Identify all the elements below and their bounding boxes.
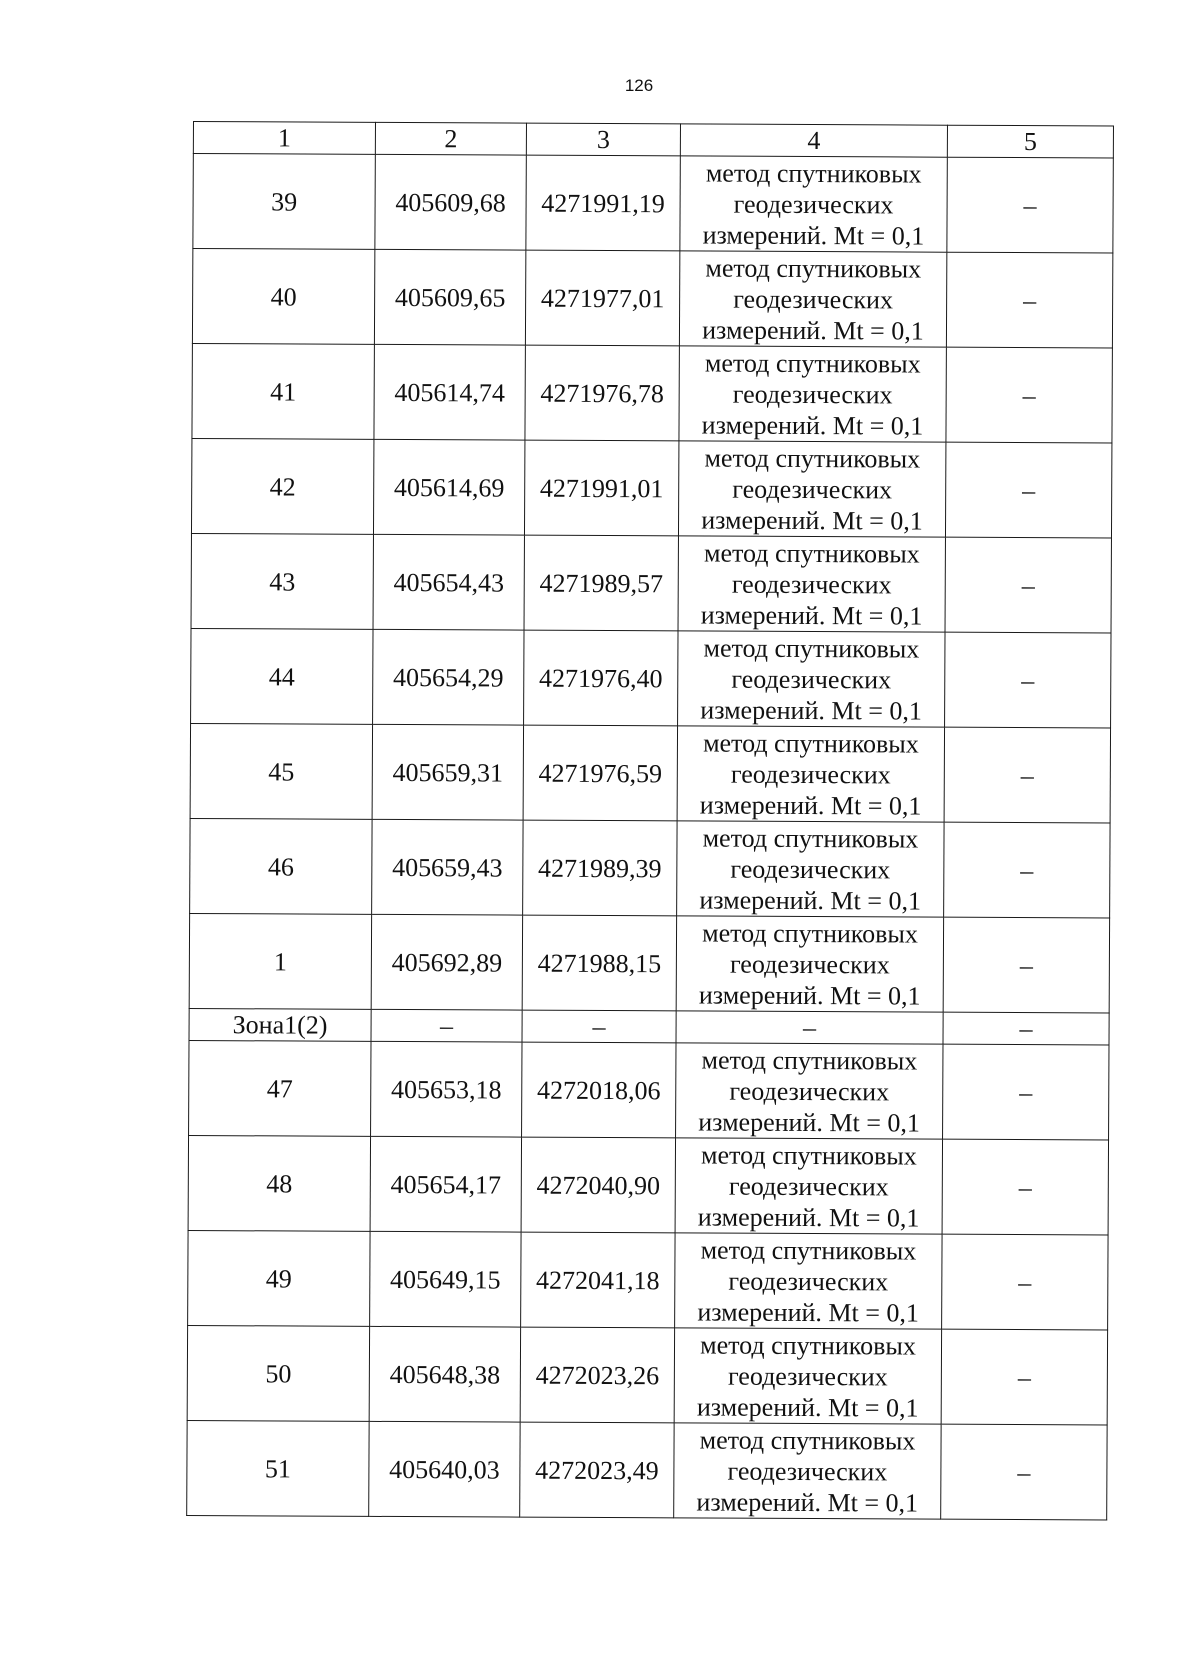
method-line: метод спутниковых [703, 538, 920, 569]
method-line: метод спутниковых [699, 1424, 916, 1456]
point-number: 41 [192, 343, 374, 439]
point-number: 42 [191, 438, 373, 534]
point-number: 44 [191, 628, 373, 724]
header-cell: 5 [947, 125, 1113, 158]
table-row [192, 249, 1112, 348]
method-line: измерений. Mt = 0,1 [700, 694, 922, 726]
method-line: измерений. Mt = 0,1 [698, 979, 921, 1011]
coordinates-table [186, 121, 1114, 1520]
point-number: 51 [187, 1420, 369, 1516]
method-line: метод спутниковых [703, 728, 919, 759]
method-line: геодезических [733, 189, 894, 219]
method-line: геодезических [727, 1456, 888, 1486]
coordinate-y: 4272018,06 [522, 1042, 676, 1138]
method-line: измерений. Mt = 0,1 [699, 789, 922, 821]
zone-row [189, 1008, 1109, 1044]
coordinate-x: 405692,89 [371, 914, 522, 1010]
method-line: измерений. Mt = 0,1 [698, 1106, 920, 1138]
note-cell: – [945, 632, 1111, 728]
note-cell: – [941, 1424, 1107, 1520]
method-line: измерений. Mt = 0,1 [699, 884, 922, 916]
note-cell: – [946, 252, 1112, 348]
method-line: геодезических [729, 949, 890, 979]
method-line: геодезических [732, 379, 893, 409]
point-number: 46 [190, 818, 372, 914]
note-cell: – [944, 727, 1110, 823]
coordinate-x: 405654,17 [370, 1136, 521, 1232]
coordinate-x: 405648,38 [369, 1326, 520, 1422]
method-cell [676, 1043, 943, 1139]
coordinate-y: 4272041,18 [521, 1232, 675, 1328]
coordinate-x: 405609,68 [375, 154, 526, 250]
method-cell [675, 1233, 942, 1329]
table-header-row [193, 122, 1113, 158]
method-line: метод спутниковых [703, 633, 920, 664]
method-line: измерений. Mt = 0,1 [701, 409, 924, 441]
coordinate-x: 405659,31 [372, 724, 523, 820]
coordinate-x: 405614,74 [374, 344, 525, 440]
note-cell: – [942, 1139, 1108, 1235]
coordinate-y: 4272023,26 [520, 1327, 674, 1423]
point-number: 40 [192, 249, 374, 345]
method-cell [677, 821, 944, 917]
zone-label: Зона1(2) [189, 1008, 371, 1041]
table-row [191, 628, 1111, 727]
point-number: 39 [193, 154, 375, 250]
header-cell: 4 [680, 124, 947, 157]
method-line: геодезических [728, 1266, 889, 1296]
method-line: геодезических [730, 854, 891, 884]
coordinate-y: 4271991,19 [526, 155, 680, 251]
header-cell: 2 [375, 122, 526, 155]
note-cell: – [944, 822, 1110, 918]
method-line: геодезических [727, 1361, 888, 1391]
method-cell [674, 1328, 941, 1424]
table-row [189, 1040, 1109, 1139]
coordinate-y: 4271988,15 [522, 915, 676, 1011]
coordinate-y: 4271991,01 [524, 440, 678, 536]
table-row [188, 1135, 1108, 1234]
method-line: измерений. Mt = 0,1 [702, 219, 925, 251]
zone-cell: – [371, 1009, 522, 1042]
method-cell [678, 441, 945, 537]
note-cell: – [942, 1234, 1108, 1330]
table-row [191, 533, 1111, 632]
point-number: 45 [190, 723, 372, 819]
method-line: измерений. Mt = 0,1 [701, 504, 923, 536]
table-row [187, 1420, 1107, 1519]
coordinate-y: 4271977,01 [525, 250, 679, 346]
method-line: метод спутниковых [704, 443, 921, 474]
zone-cell: – [676, 1011, 943, 1044]
point-number: 1 [189, 913, 371, 1009]
coordinate-y: 4271989,39 [523, 820, 677, 916]
method-line: метод спутниковых [705, 253, 922, 284]
method-cell [678, 631, 945, 727]
method-cell [674, 1423, 941, 1519]
method-line: метод спутниковых [700, 1234, 917, 1266]
method-cell [676, 916, 943, 1012]
method-cell [679, 251, 946, 347]
method-line: метод спутниковых [704, 348, 921, 379]
method-cell [678, 536, 945, 632]
point-number: 49 [188, 1230, 370, 1326]
point-number: 48 [188, 1135, 370, 1231]
note-cell: – [943, 1044, 1109, 1140]
method-line: измерений. Mt = 0,1 [696, 1486, 919, 1518]
method-cell [677, 726, 944, 822]
note-cell: – [946, 347, 1112, 443]
note-cell: – [945, 442, 1111, 538]
method-line: геодезических [733, 284, 894, 314]
method-line: геодезических [731, 664, 892, 694]
method-line: геодезических [730, 759, 891, 789]
method-cell [675, 1138, 942, 1234]
coordinate-y: 4272023,49 [520, 1422, 674, 1518]
table-row [188, 1230, 1108, 1329]
header-cell: 3 [526, 123, 680, 156]
table-row [191, 438, 1111, 537]
coordinate-x: 405659,43 [372, 819, 523, 915]
coordinate-x: 405640,03 [369, 1421, 520, 1517]
method-line: геодезических [729, 1076, 890, 1106]
method-line: метод спутниковых [702, 917, 918, 949]
table-row [193, 154, 1113, 253]
method-line: измерений. Mt = 0,1 [697, 1201, 920, 1233]
method-line: геодезических [731, 569, 892, 599]
method-cell [679, 346, 946, 442]
method-line: метод спутниковых [701, 1139, 917, 1171]
method-line: измерений. Mt = 0,1 [700, 599, 923, 631]
coordinate-x: 405654,43 [373, 534, 524, 630]
method-line: измерений. Mt = 0,1 [702, 314, 924, 346]
table-row [190, 723, 1110, 822]
coordinate-y: 4271989,57 [524, 535, 678, 631]
method-line: измерений. Mt = 0,1 [696, 1391, 919, 1423]
header-cell: 1 [193, 122, 375, 155]
point-number: 47 [189, 1040, 371, 1136]
method-line: метод спутниковых [700, 1329, 916, 1361]
method-cell [680, 156, 947, 252]
coordinate-x: 405653,18 [371, 1041, 522, 1137]
note-cell: – [945, 537, 1111, 633]
method-line: метод спутниковых [701, 1044, 918, 1076]
method-line: метод спутниковых [705, 158, 922, 189]
table-row [190, 818, 1110, 917]
zone-cell: – [522, 1010, 676, 1043]
method-line: геодезических [728, 1171, 889, 1201]
point-number: 50 [187, 1325, 369, 1421]
coordinate-y: 4272040,90 [521, 1137, 675, 1233]
method-line: метод спутниковых [702, 822, 919, 854]
coordinate-y: 4271976,40 [524, 630, 678, 726]
point-number: 43 [191, 533, 373, 629]
note-cell: – [947, 157, 1113, 253]
coordinate-x: 405654,29 [373, 629, 524, 725]
note-cell: – [943, 917, 1109, 1013]
method-line: геодезических [732, 474, 893, 504]
table-row [192, 343, 1112, 442]
page-number: 126 [624, 76, 654, 95]
coordinate-y: 4271976,78 [525, 345, 679, 441]
zone-cell: – [943, 1012, 1109, 1045]
coordinate-y: 4271976,59 [523, 725, 677, 821]
coordinate-x: 405609,65 [374, 249, 525, 345]
table-row [187, 1325, 1107, 1424]
coordinate-x: 405649,15 [370, 1231, 521, 1327]
coordinate-x: 405614,69 [373, 439, 524, 535]
note-cell: – [941, 1329, 1107, 1425]
table-row [189, 913, 1109, 1012]
method-line: измерений. Mt = 0,1 [697, 1296, 920, 1328]
